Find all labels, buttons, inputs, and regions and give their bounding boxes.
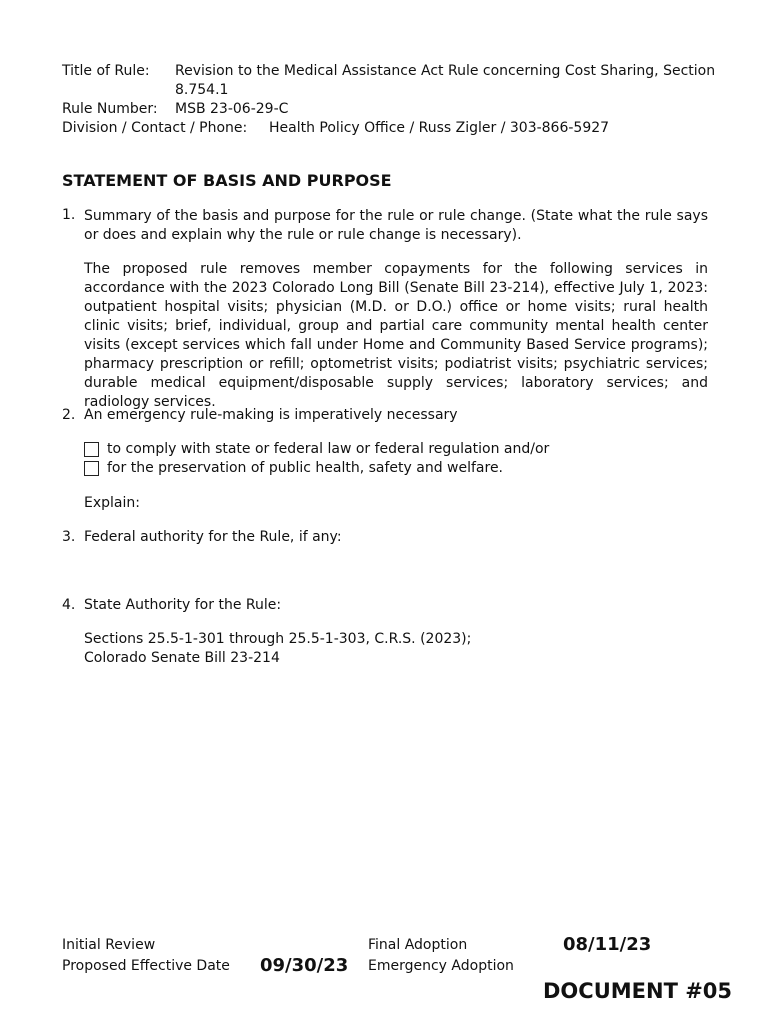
emergency-health-checkbox[interactable]: [84, 461, 99, 476]
item-2-prompt: An emergency rule-making is imperatively necessary: [84, 407, 458, 423]
item-1-number: 1.: [62, 207, 76, 223]
initial-review-label: Initial Review: [62, 937, 156, 953]
proposed-effective-date-value: 09/30/23: [260, 955, 349, 976]
item-3-number: 3.: [62, 529, 76, 545]
state-authority-line2: Colorado Senate Bill 23-214: [84, 650, 280, 666]
explain-label: Explain:: [84, 495, 140, 511]
item-2-number: 2.: [62, 407, 76, 423]
rule-number-value: MSB 23-06-29-C: [175, 101, 289, 117]
proposed-effective-date-label: Proposed Effective Date: [62, 958, 230, 974]
item-1-prompt: Summary of the basis and purpose for the rule or rule change. (State what the rule says or does and explain why the rule or rule change is necessary).: [84, 208, 708, 243]
state-authority-line1: Sections 25.5-1-301 through 25.5-1-303, C.R.S. (2023);: [84, 631, 472, 647]
item-3-prompt: Federal authority for the Rule, if any:: [84, 529, 342, 545]
emergency-health-label: for the preservation of public health, safety and welfare.: [107, 460, 504, 476]
emergency-law-label: to comply with state or federal law or federal regulation and/or: [107, 441, 550, 457]
section-heading: STATEMENT OF BASIS AND PURPOSE: [62, 171, 392, 190]
title-value: Revision to the Medical Assistance Act Rule concerning Cost Sharing, Section: [175, 63, 716, 79]
emergency-law-checkbox[interactable]: [84, 442, 99, 457]
final-adoption-label: Final Adoption: [368, 937, 468, 953]
contact-label: Division / Contact / Phone:: [62, 120, 248, 136]
item-1-body: The proposed rule removes member copayments for the following services in accordance with the 2023 Colorado Long Bill (Senate Bill 23-214), effective July 1, 2023: outpatient hospital visits; physician (M.D. or D.O.) office or home visits; rural health clinic visits; brief, individual, group and partial care community mental health center visits (except services which fall under Home and Community Based Service programs); pharmacy prescription or refill; optometrist visits; podiatrist visits; psychiatric services; durable medical equipment/disposable supply services; laboratory services; and radiology services.: [84, 261, 708, 410]
item-4-number: 4.: [62, 597, 76, 613]
final-adoption-value: 08/11/23: [563, 934, 652, 955]
item-4-prompt: State Authority for the Rule:: [84, 597, 282, 613]
title-value-cont: 8.754.1: [175, 82, 229, 98]
title-label: Title of Rule:: [62, 63, 150, 79]
rule-number-label: Rule Number:: [62, 101, 158, 117]
contact-value: Health Policy Office / Russ Zigler / 303-866-5927: [269, 120, 610, 136]
emergency-adoption-label: Emergency Adoption: [368, 958, 514, 974]
document-number: DOCUMENT #05: [543, 979, 733, 1003]
